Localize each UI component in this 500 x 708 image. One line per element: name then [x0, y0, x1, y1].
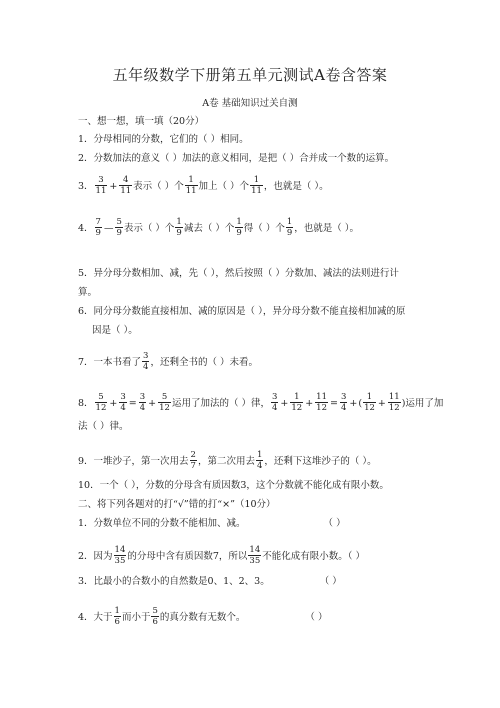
fraction: $\frac{5}{6}$ — [152, 606, 158, 627]
fraction: $\frac{3}{4}$ — [120, 392, 126, 413]
page-title: 五年级数学下册第五单元测试A卷含答案 — [112, 66, 388, 84]
section1-heading: 一、想一想，填一填（20分） — [78, 116, 205, 127]
fraction: $\frac{4}{11}$ — [120, 175, 132, 196]
question-1-8: 8． $\frac{5}{12}$ + $\frac{3}{4}$ = $\frac{3}{4}$ + $\frac{5}{12}$ 运用了加法的（ ）律， $\frac{3}{4}$ + $\frac{1}{12}$ + $\frac{11}{12}$ = $\frac{3}{4}$ +( $\frac{1}{12}$ + $\frac{11}{12}$ )运用了加 — [78, 392, 444, 413]
fraction: $\frac{1}{4}$ — [256, 450, 263, 471]
fraction: $\frac{1}{9}$ — [236, 217, 242, 238]
fraction: $\frac{11}{12}$ — [388, 392, 400, 413]
question-1-8-cont: 法（ ）律。 — [78, 421, 129, 432]
question-1-5-cont: 算。 — [78, 287, 98, 298]
question-1-6-cont: 因是（ ）。 — [92, 325, 138, 336]
fraction: $\frac{11}{12}$ — [316, 392, 327, 413]
fraction: $\frac{1}{9}$ — [286, 217, 293, 238]
question-1-4: 4． $\frac{7}{9}$ — $\frac{5}{9}$ 表示（ ）个 $\frac{1}{9}$ 减去（ ）个 $\frac{1}{9}$ 得（ ）个 $\frac{1}{9}$ ，也就是（ ）。 — [78, 217, 360, 238]
question-1-3: 3． $\frac{3}{11}$ + $\frac{4}{11}$ 表示（ ）个 $\frac{1}{11}$ 加上（ ）个 $\frac{1}{11}$ ，也就是（ ）。 — [78, 175, 329, 196]
fraction: $\frac{1}{11}$ — [251, 175, 262, 196]
fraction: $\frac{5}{9}$ — [116, 217, 122, 238]
fraction: $\frac{3}{4}$ — [143, 351, 149, 372]
fraction: $\frac{1}{12}$ — [291, 392, 303, 413]
fraction: $\frac{3}{4}$ — [271, 392, 278, 413]
question-1-10: 10．一个（ ），分数的分母含有质因数3，这个分数就不能化成有限小数。 — [78, 480, 389, 491]
question-2-1: 1．分数单位不同的分数不能相加、减。 （ ） — [78, 518, 346, 529]
fraction: $\frac{5}{12}$ — [159, 392, 170, 413]
answer-bracket: （ ） — [305, 612, 328, 623]
fraction: $\frac{3}{4}$ — [340, 392, 347, 413]
answer-bracket: （ ） — [323, 518, 346, 529]
fraction: $\frac{3}{11}$ — [95, 175, 107, 196]
fraction: $\frac{14}{35}$ — [249, 545, 261, 566]
fraction: $\frac{1}{12}$ — [364, 392, 375, 413]
fraction: $\frac{1}{9}$ — [176, 217, 182, 238]
fraction: $\frac{1}{6}$ — [114, 606, 120, 627]
question-2-2: 2．因为 $\frac{14}{35}$ 的分母中含有质因数7，所以 $\frac{14}{35}$ 不能化成有限小数。（ ） — [78, 545, 366, 566]
fraction: $\frac{2}{7}$ — [190, 450, 196, 471]
page-subtitle: A卷 基础知识过关自测 — [202, 98, 298, 109]
answer-bracket: （ ） — [319, 576, 342, 587]
fraction: $\frac{14}{35}$ — [114, 545, 126, 566]
section2-heading: 二、将下列各题对的打“√”错的打“×”（10分） — [78, 499, 276, 510]
question-1-6: 6．同分母分数能直接相加、减的原因是（ ），异分母分数不能直接相加减的原 — [78, 306, 406, 317]
question-1-2: 2．分数加法的意义（ ）加法的意义相同，是把（ ）合并成一个数的运算。 — [78, 153, 395, 164]
question-1-5: 5．异分母分数相加、减，先（ ），然后按照（ ）分数加、减法的法则进行计 — [78, 268, 399, 279]
question-1-9: 9．一堆沙子，第一次用去 $\frac{2}{7}$ ，第二次用去 $\frac{1}{4}$ ，还剩下这堆沙子的（ ）。 — [78, 450, 377, 471]
question-1-7: 7．一本书看了 $\frac{3}{4}$ ，还剩全书的（ ）未看。 — [78, 351, 258, 372]
question-2-3: 3．比最小的合数小的自然数是0、1、2、3。 （ ） — [78, 576, 342, 587]
fraction: $\frac{1}{11}$ — [185, 175, 197, 196]
question-1-1: 1．分母相同的分数，它们的（ ）相同。 — [78, 134, 249, 145]
fraction: $\frac{5}{12}$ — [95, 392, 107, 413]
fraction: $\frac{3}{4}$ — [139, 392, 146, 413]
fraction: $\frac{7}{9}$ — [95, 217, 101, 238]
question-2-4: 4．大于 $\frac{1}{6}$ 而小于 $\frac{5}{6}$ 的真分数有无数个。 （ ） — [78, 606, 328, 627]
